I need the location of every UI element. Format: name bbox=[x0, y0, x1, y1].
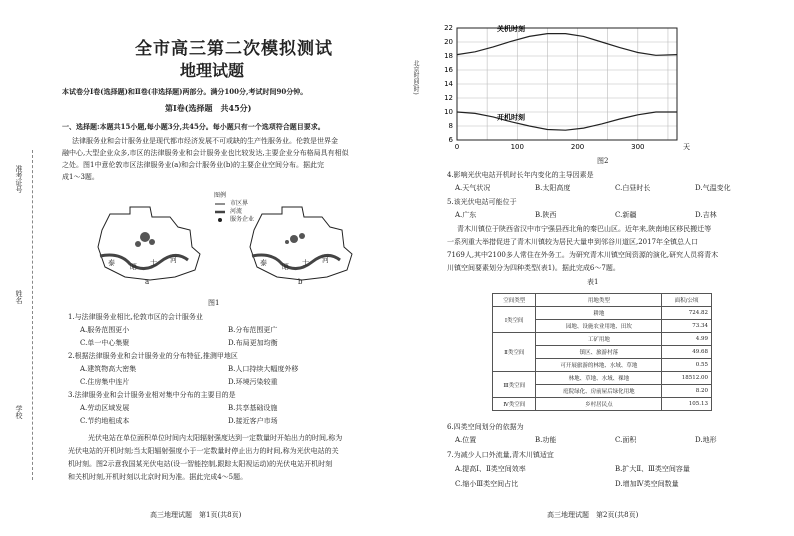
x-tick-label: 300 bbox=[631, 143, 645, 151]
q6-option-c[interactable]: C.面积 bbox=[615, 436, 637, 444]
land-use-table bbox=[492, 293, 712, 411]
question-6: 6.四类空间划分的依据为 bbox=[447, 423, 524, 431]
header-cell: 空间类型 bbox=[493, 294, 536, 307]
y-tick-label: 18 bbox=[444, 52, 453, 60]
area-cell: 105.13 bbox=[662, 398, 712, 411]
use-cell: 耕地 bbox=[536, 307, 662, 320]
intro-text: 本试卷分Ⅰ卷(选择题)和Ⅱ卷(非选择题)两部分。满分100分,考试时间90分钟。 bbox=[62, 87, 308, 96]
q5-option-a[interactable]: A.广东 bbox=[455, 211, 477, 219]
x-unit-label: 天 bbox=[683, 143, 690, 151]
q5-option-c[interactable]: C.新疆 bbox=[615, 211, 637, 219]
map-a-river-label: 河 bbox=[170, 256, 177, 264]
q4-option-b[interactable]: B.太阳高度 bbox=[535, 184, 571, 192]
question-2: 2.根据法律服务业和会计服务业的分布特征,推测甲地区 bbox=[68, 352, 238, 360]
q1-option-c[interactable]: C.单一中心集聚 bbox=[80, 339, 130, 347]
exam-id-label: 准考证号 bbox=[15, 165, 23, 193]
q1-option-a[interactable]: A.服务范围更小 bbox=[80, 326, 130, 334]
type-cell: Ⅲ类空间 bbox=[493, 372, 536, 398]
y-tick-label: 8 bbox=[448, 122, 453, 130]
type-cell: Ⅳ类空间 bbox=[493, 398, 536, 411]
area-cell: 0.55 bbox=[662, 359, 712, 372]
q2-option-d[interactable]: D.环境污染较重 bbox=[228, 378, 278, 386]
chart-ylabel: 北京时间(时) bbox=[412, 60, 419, 95]
map-b-river-label: 晤 bbox=[282, 263, 289, 271]
table-row bbox=[493, 372, 712, 385]
x-tick-label: 100 bbox=[510, 143, 524, 151]
school-label: 学校 bbox=[15, 405, 23, 419]
page-2 bbox=[397, 0, 794, 536]
y-tick-label: 12 bbox=[444, 94, 453, 102]
q3-option-b[interactable]: B.共享基础设施 bbox=[228, 404, 278, 412]
passage1-line: 融中心,大型企业众多,市区的法律服务业和会计服务业也比较发达,主要企业分布格局具有相似 bbox=[62, 149, 349, 157]
map-b-label: b bbox=[298, 278, 303, 286]
passage1-line: 法律服务业和会计服务业是现代都市经济发展不可或缺的生产性服务业。伦敦是世界金 bbox=[72, 137, 338, 145]
binding-line bbox=[32, 150, 33, 480]
type-cell: Ⅱ类空间 bbox=[493, 333, 536, 372]
question-1: 1.与法律服务业相比,伦敦市区的会计服务业 bbox=[68, 313, 203, 321]
q7-option-b[interactable]: B.扩大Ⅱ、Ⅲ类空间容量 bbox=[615, 465, 690, 473]
question-5: 5.该光伏电站可能位于 bbox=[447, 198, 517, 206]
passage3-line: 川镇空间要素划分为四种类型(表1)。据此完成6～7题。 bbox=[447, 264, 620, 272]
name-label: 姓名 bbox=[15, 290, 23, 304]
figure1-maps bbox=[90, 192, 365, 292]
legend-item: 市区界 bbox=[230, 200, 249, 207]
use-cell: 乡村居民点 bbox=[536, 398, 662, 411]
open-time-line bbox=[457, 112, 677, 130]
table-row bbox=[493, 333, 712, 346]
table-row bbox=[493, 307, 712, 320]
area-cell: 4.99 bbox=[662, 333, 712, 346]
map-b bbox=[250, 207, 352, 280]
open-time-label: 开机时刻 bbox=[497, 113, 525, 122]
x-tick-label: 200 bbox=[570, 143, 585, 151]
use-cell: 镇区、旅游村落 bbox=[536, 346, 662, 359]
q4-option-d[interactable]: D.气温变化 bbox=[695, 184, 731, 192]
question-7: 7.为减少人口外流量,青木川镇适宜 bbox=[447, 451, 554, 459]
y-tick-label: 16 bbox=[444, 66, 453, 74]
q7-option-c[interactable]: C.缩小Ⅲ类空间占比 bbox=[455, 480, 519, 488]
table-title: 表1 bbox=[587, 278, 599, 286]
page-footer: 高三地理试题 第2页(共8页) bbox=[547, 511, 639, 519]
area-cell: 8.20 bbox=[662, 385, 712, 398]
close-time-line bbox=[457, 34, 677, 56]
figure2-chart bbox=[417, 20, 707, 160]
map-a-label: a bbox=[145, 278, 150, 286]
x-tick-label: 0 bbox=[454, 143, 460, 151]
legend-title: 图例 bbox=[214, 192, 227, 199]
figure2-caption: 图2 bbox=[597, 157, 609, 165]
use-cell: 园地、设施农业用地、田坎 bbox=[536, 320, 662, 333]
q1-option-b[interactable]: B.分布范围更广 bbox=[228, 326, 278, 334]
passage2-line: 光伏电站在单位面积单位时间内太阳辐射强度达到一定数量时开始出力的时间,称为 bbox=[88, 434, 343, 442]
map-a-river-label: 泰 bbox=[108, 259, 115, 267]
q2-option-a[interactable]: A.建筑物高大密集 bbox=[80, 365, 137, 373]
header-cell: 用地类型 bbox=[536, 294, 662, 307]
map-b-river-label: 士 bbox=[302, 259, 309, 267]
page-subtitle: 地理试题 bbox=[180, 61, 245, 80]
question-4: 4.影响光伏电站开机时长年内变化的主导因素是 bbox=[447, 171, 594, 179]
passage1-line: 之处。图1中意伦敦市区法律服务业(a)和会计服务业(b)的主要企业空间分布。据此完 bbox=[62, 161, 325, 169]
header-cell: 面积/公顷 bbox=[662, 294, 712, 307]
area-cell: 49.68 bbox=[662, 346, 712, 359]
question-3: 3.法律服务业和会计服务业相对集中分布的主要目的是 bbox=[68, 391, 236, 399]
y-tick-label: 10 bbox=[444, 108, 453, 116]
map-a-river-label: 晤 bbox=[130, 263, 137, 271]
section-heading: 第Ⅰ卷(选择题 共45分) bbox=[165, 103, 252, 113]
q1-option-d[interactable]: D.布局更加均衡 bbox=[228, 339, 278, 347]
passage3-line: 一系列重大举措促进了青木川镇较为居民大量申到邻谷川道区,2017年全镇总人口 bbox=[447, 238, 699, 246]
q5-option-d[interactable]: D.吉林 bbox=[695, 211, 717, 219]
q2-option-b[interactable]: B.人口持续大幅度外移 bbox=[228, 365, 299, 373]
area-cell: 724.82 bbox=[662, 307, 712, 320]
q3-option-d[interactable]: D.接近客户市场 bbox=[228, 417, 278, 425]
figure1-caption: 图1 bbox=[208, 299, 220, 307]
y-tick-label: 22 bbox=[444, 24, 453, 32]
map-a-river-label: 士 bbox=[150, 259, 157, 267]
q4-option-c[interactable]: C.白昼时长 bbox=[615, 184, 651, 192]
q4-option-a[interactable]: A.天气状况 bbox=[455, 184, 491, 192]
legend-item: 服务企业 bbox=[230, 216, 255, 223]
area-cell: 18512.00 bbox=[662, 372, 712, 385]
table-header bbox=[493, 294, 712, 307]
use-cell: 工矿用地 bbox=[536, 333, 662, 346]
legend bbox=[215, 204, 225, 222]
use-cell: 庭院绿化、房前屋后绿化用地 bbox=[536, 385, 662, 398]
part-heading: 一、选择题:本题共15小题,每小题3分,共45分。每小题只有一个选项符合题目要求。 bbox=[62, 122, 325, 131]
table-row bbox=[493, 398, 712, 411]
close-time-label: 关机时刻 bbox=[497, 24, 525, 33]
passage3-line: 7169人,其中2100多人常住在外务工。为研究青木川镇空间资源的演化,研究人员将青木 bbox=[447, 251, 719, 259]
passage3-line: 青木川镇位于陕西省汉中市宁强县西北角的秦巴山区。近年来,陕南地区移民搬迁等 bbox=[457, 225, 712, 233]
map-a bbox=[98, 207, 200, 280]
use-cell: 可开展旅游的林地、水域、草地 bbox=[536, 359, 662, 372]
passage2-line: 光伏电站的开机时刻;当太阳辐射强度小于一定数量时停止出力的时间,称为光伏电站的关 bbox=[68, 447, 339, 455]
q6-option-b[interactable]: B.功能 bbox=[535, 436, 557, 444]
use-cell: 林地、草地、水域、裸地 bbox=[536, 372, 662, 385]
passage2-line: 和关机时刻,开机时刻以北京时间为准。据此完成4～5题。 bbox=[68, 473, 248, 481]
y-tick-label: 14 bbox=[444, 80, 453, 88]
y-tick-label: 6 bbox=[448, 136, 453, 144]
q5-option-b[interactable]: B.陕西 bbox=[535, 211, 557, 219]
legend-item: 河流 bbox=[230, 208, 243, 215]
passage1-line: 成1～3题。 bbox=[62, 173, 99, 181]
type-cell: Ⅰ类空间 bbox=[493, 307, 536, 333]
page-title: 全市高三第二次模拟测试 bbox=[135, 39, 333, 59]
map-b-river-label: 泰 bbox=[260, 259, 267, 267]
page-footer: 高三地理试题 第1页(共8页) bbox=[150, 511, 242, 519]
passage2-line: 机时刻。图2示意我国某光伏电站(设一智能控制,跟踪太阳视运动)的光伏电站开机时刻 bbox=[68, 460, 333, 468]
map-b-river-label: 河 bbox=[322, 256, 329, 264]
y-tick-label: 20 bbox=[444, 38, 453, 46]
q3-option-c[interactable]: C.节约地租成本 bbox=[80, 417, 130, 425]
q3-option-a[interactable]: A.劳动区域发展 bbox=[80, 404, 130, 412]
area-cell: 73.34 bbox=[662, 320, 712, 333]
q6-option-d[interactable]: D.地形 bbox=[695, 436, 717, 444]
q7-option-a[interactable]: A.提高Ⅰ、Ⅱ类空间效率 bbox=[455, 465, 526, 473]
q7-option-d[interactable]: D.增加Ⅳ类空间数量 bbox=[615, 480, 679, 488]
q2-option-c[interactable]: C.住房集中连片 bbox=[80, 378, 130, 386]
q6-option-a[interactable]: A.位置 bbox=[455, 436, 477, 444]
